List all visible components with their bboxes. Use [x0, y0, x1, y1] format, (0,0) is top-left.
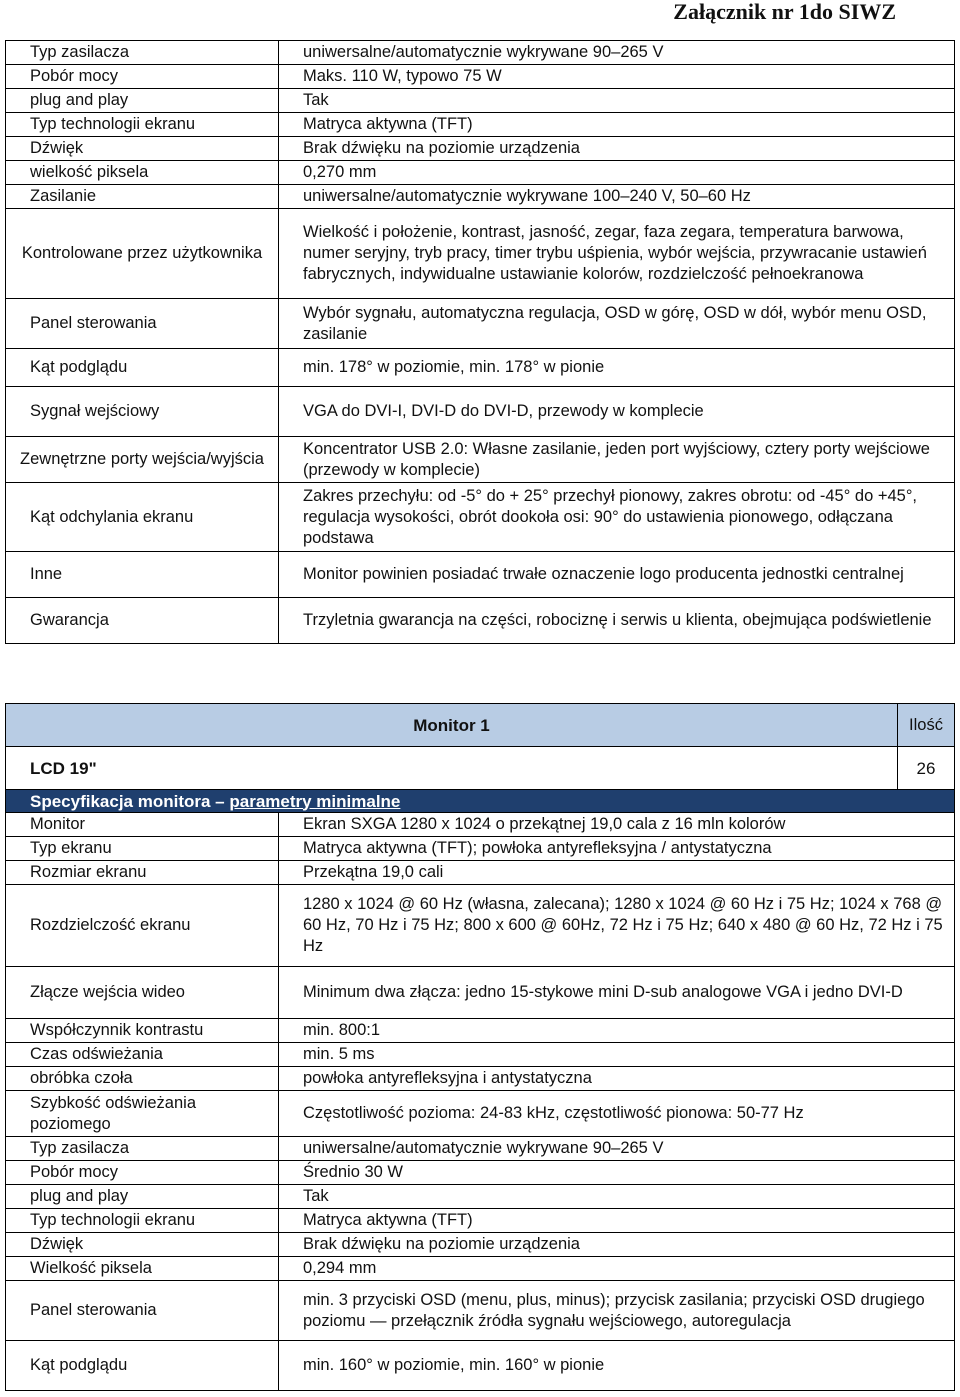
table-row [6, 1185, 955, 1209]
row-value: min. 800:1 [279, 1019, 955, 1043]
monitor-1-spec-table [5, 703, 955, 1391]
row-label: Szybkość odświeżania poziomego [6, 1091, 279, 1137]
row-value: uniwersalne/automatycznie wykrywane 90–265 V [279, 1137, 955, 1161]
product-name: LCD 19" [6, 747, 898, 790]
product-qty: 26 [898, 747, 955, 790]
spec-header-prefix: Specyfikacja monitora – [30, 791, 230, 811]
spec-header-underlined: parametry minimalne [229, 791, 401, 811]
row-label: Kontrolowane przez użytkownika [6, 209, 279, 299]
row-label: Współczynnik kontrastu [6, 1019, 279, 1043]
row-value: min. 5 ms [279, 1043, 955, 1067]
table-row [6, 837, 955, 861]
table-row [6, 209, 955, 299]
table-row [6, 861, 955, 885]
row-value: Koncentrator USB 2.0: Własne zasilanie, jeden port wyjściowy, cztery porty wejściowe (przewody w komplecie) [279, 437, 955, 483]
row-label: Rozdzielczość ekranu [6, 885, 279, 967]
table-row [6, 1091, 955, 1137]
row-label: Wielkość piksela [6, 1257, 279, 1281]
qty-header: Ilość [898, 704, 955, 747]
table-row [6, 1067, 955, 1091]
row-value: Tak [279, 1185, 955, 1209]
table-row [6, 1043, 955, 1067]
row-label: Panel sterowania [6, 1281, 279, 1341]
table-row [6, 1257, 955, 1281]
table-row [6, 1161, 955, 1185]
row-label: Inne [6, 552, 279, 598]
table-row [6, 161, 955, 185]
row-value: Średnio 30 W [279, 1161, 955, 1185]
row-value: Maks. 110 W, typowo 75 W [279, 65, 955, 89]
table-row [6, 483, 955, 552]
table-row [6, 1209, 955, 1233]
row-value: Matryca aktywna (TFT) [279, 113, 955, 137]
row-label: Typ technologii ekranu [6, 1209, 279, 1233]
row-value: Trzyletnia gwarancja na części, robociznę i serwis u klienta, obejmująca podświetlenie [279, 598, 955, 644]
row-label: Kąt odchylania ekranu [6, 483, 279, 552]
row-value: powłoka antyrefleksyjna i antystatyczna [279, 1067, 955, 1091]
table-row [6, 299, 955, 349]
row-label: obróbka czoła [6, 1067, 279, 1091]
table-row [6, 885, 955, 967]
row-label: Panel sterowania [6, 299, 279, 349]
table-row [6, 437, 955, 483]
row-label: Sygnał wejściowy [6, 387, 279, 437]
row-label: Złącze wejścia wideo [6, 967, 279, 1019]
row-value: Matryca aktywna (TFT) [279, 1209, 955, 1233]
row-value: Matryca aktywna (TFT); powłoka antyrefleksyjna / antystatyczna [279, 837, 955, 861]
table-row [6, 813, 955, 837]
table-row [6, 89, 955, 113]
row-label: Gwarancja [6, 598, 279, 644]
table-row [6, 598, 955, 644]
row-value: VGA do DVI-I, DVI-D do DVI-D, przewody w komplecie [279, 387, 955, 437]
row-value: Brak dźwięku na poziomie urządzenia [279, 1233, 955, 1257]
table-row [6, 1341, 955, 1391]
row-value: min. 3 przyciski OSD (menu, plus, minus); przycisk zasilania; przyciski OSD drugiego poziomu — przełącznik źródła sygnału wejściowego, autoregulacja [279, 1281, 955, 1341]
row-label: Typ zasilacza [6, 41, 279, 65]
row-label: Typ zasilacza [6, 1137, 279, 1161]
row-label: Pobór mocy [6, 65, 279, 89]
row-label: Dźwięk [6, 1233, 279, 1257]
row-label: Rozmiar ekranu [6, 861, 279, 885]
table-row [6, 65, 955, 89]
row-value: Wielkość i położenie, kontrast, jasność, zegar, faza zegara, temperatura barwowa, numer seryjny, tryb pracy, timer trybu uśpienia, wybór wejścia, przywracanie ustawień fabrycznych, indywidualne ustawianie kolorów, rozdzielczość pełnoekranowa [279, 209, 955, 299]
row-label: Czas odświeżania [6, 1043, 279, 1067]
row-value: 1280 x 1024 @ 60 Hz (własna, zalecana); 1280 x 1024 @ 60 Hz i 75 Hz; 1024 x 768 @ 60 Hz, 70 Hz i 75 Hz; 800 x 600 @ 60Hz, 72 Hz i 75 Hz; 640 x 480 @ 60 Hz, 72 Hz i 75 Hz [279, 885, 955, 967]
row-value: Wybór sygnału, automatyczna regulacja, OSD w górę, OSD w dół, wybór menu OSD, zasilanie [279, 299, 955, 349]
row-value: Brak dźwięku na poziomie urządzenia [279, 137, 955, 161]
table-row [6, 349, 955, 387]
row-label: Pobór mocy [6, 1161, 279, 1185]
product-row [6, 747, 955, 790]
row-value: Monitor powinien posiadać trwałe oznaczenie logo producenta jednostki centralnej [279, 552, 955, 598]
row-label: Zasilanie [6, 185, 279, 209]
row-label: Kąt podglądu [6, 349, 279, 387]
row-value: 0,294 mm [279, 1257, 955, 1281]
row-label: Monitor [6, 813, 279, 837]
row-value: Ekran SXGA 1280 x 1024 o przekątnej 19,0 cala z 16 mln kolorów [279, 813, 955, 837]
row-value: Częstotliwość pozioma: 24-83 kHz, częstotliwość pionowa: 50-77 Hz [279, 1091, 955, 1137]
row-value: uniwersalne/automatycznie wykrywane 100–240 V, 50–60 Hz [279, 185, 955, 209]
row-label: plug and play [6, 89, 279, 113]
table-row [6, 552, 955, 598]
row-value: Minimum dwa złącza: jedno 15-stykowe mini D-sub analogowe VGA i jedno DVI-D [279, 967, 955, 1019]
monitor-spec-table-continued [5, 40, 955, 644]
table-row [6, 1019, 955, 1043]
row-value: 0,270 mm [279, 161, 955, 185]
table-row [6, 967, 955, 1019]
table-row [6, 137, 955, 161]
table-row [6, 1137, 955, 1161]
row-label: Kąt podglądu [6, 1341, 279, 1391]
row-value: uniwersalne/automatycznie wykrywane 90–265 V [279, 41, 955, 65]
table-row [6, 113, 955, 137]
spec-header-row [6, 790, 955, 813]
table-row [6, 41, 955, 65]
row-label: Zewnętrzne porty wejścia/wyjścia [6, 437, 279, 483]
spec-header [6, 790, 955, 813]
table-row [6, 185, 955, 209]
attachment-header: Załącznik nr 1do SIWZ [673, 0, 896, 24]
row-label: Typ ekranu [6, 837, 279, 861]
row-label: Dźwięk [6, 137, 279, 161]
table-title: Monitor 1 [6, 704, 898, 747]
table-row [6, 1281, 955, 1341]
row-label: wielkość piksela [6, 161, 279, 185]
row-value: Zakres przechyłu: od -5° do + 25° przechył pionowy, zakres obrotu: od -45° do +45°, regulacja wysokości, obrót dookoła osi: 90° do ustawienia pionowego, odłączana podstawa [279, 483, 955, 552]
row-value: Przekątna 19,0 cali [279, 861, 955, 885]
table-row [6, 1233, 955, 1257]
row-label: plug and play [6, 1185, 279, 1209]
table-title-row [6, 704, 955, 747]
row-label: Typ technologii ekranu [6, 113, 279, 137]
row-value: min. 160° w poziomie, min. 160° w pionie [279, 1341, 955, 1391]
row-value: Tak [279, 89, 955, 113]
row-value: min. 178° w poziomie, min. 178° w pionie [279, 349, 955, 387]
table-row [6, 387, 955, 437]
